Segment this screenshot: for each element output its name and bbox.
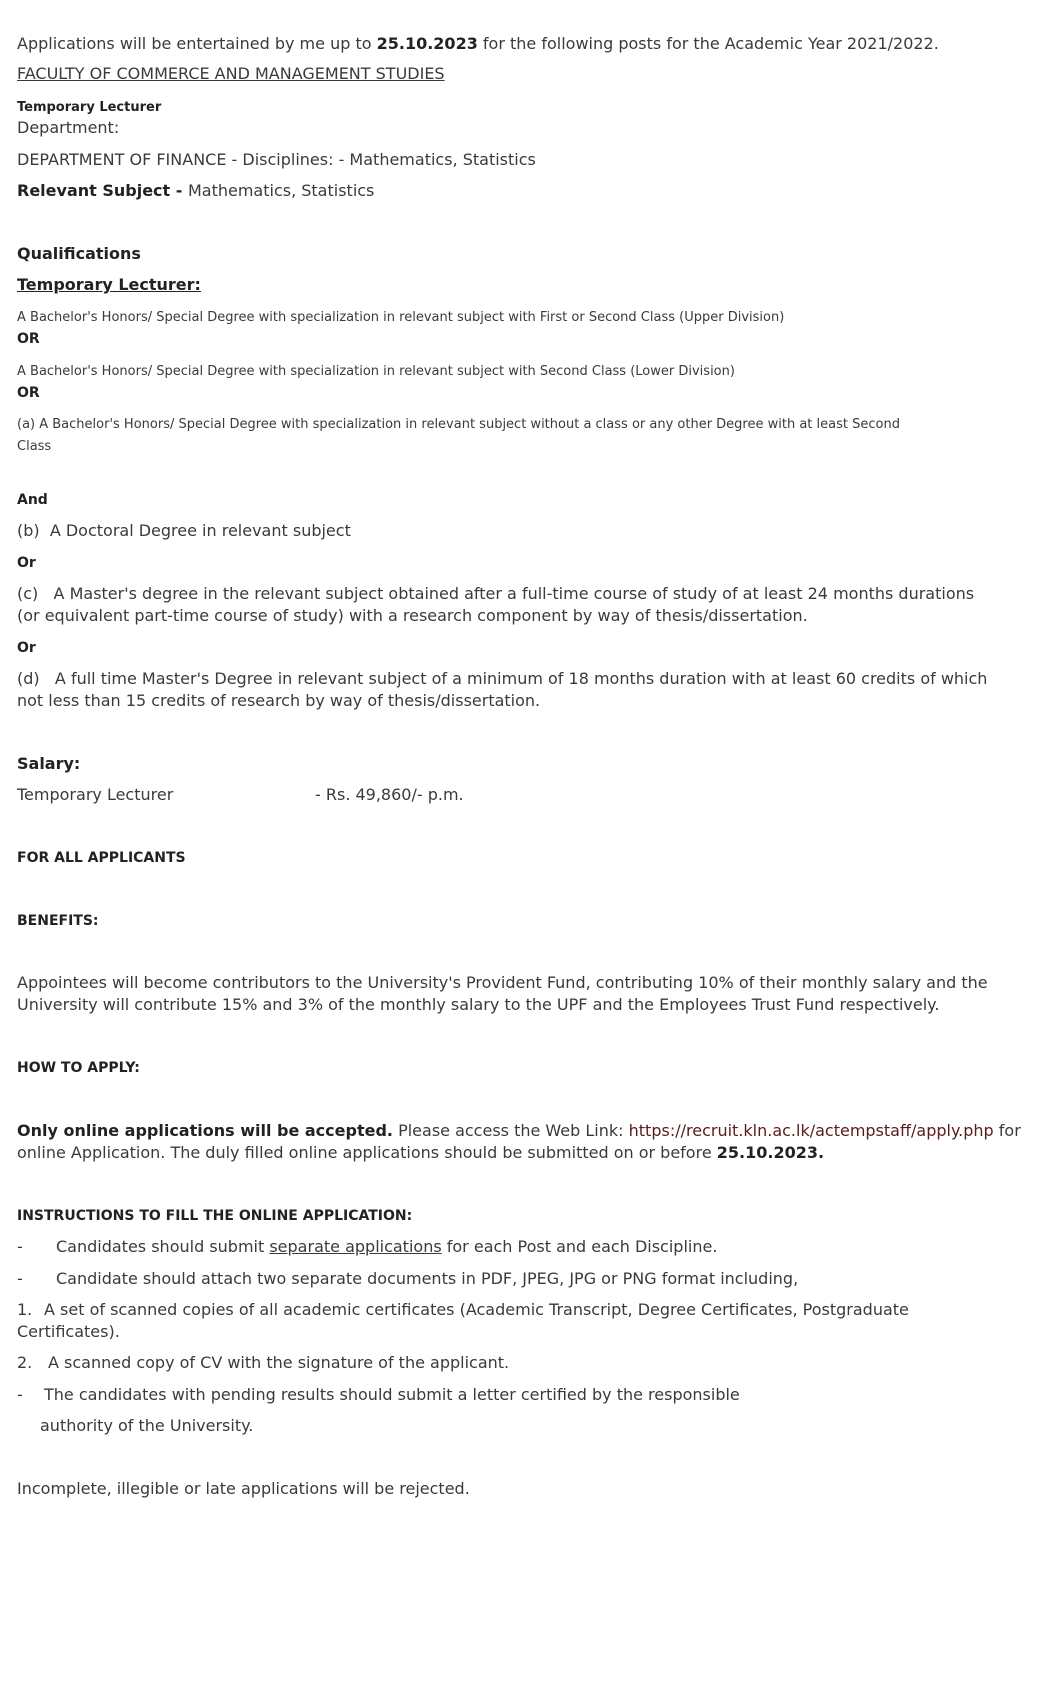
and-separator: And xyxy=(17,492,48,508)
qualification-a-line1: (a) A Bachelor's Honors/ Special Degree with specialization in relevant subject without a class or any other Degree with at least Second xyxy=(17,417,900,432)
instruction-1-pre: Candidates should submit xyxy=(56,1237,270,1256)
numbered-item-2-marker: 2. xyxy=(17,1353,33,1372)
instruction-dash-3: - xyxy=(17,1385,23,1404)
benefits-line1: Appointees will become contributors to the University's Provident Fund, contributing 10% of their monthly salary and the xyxy=(17,973,988,992)
qualification-c-marker: (c) xyxy=(17,584,39,603)
qualification-a-line2: Class xyxy=(17,439,52,454)
for-all-applicants-heading: FOR ALL APPLICANTS xyxy=(17,850,186,866)
instruction-2: Candidate should attach two separate documents in PDF, JPEG, JPG or PNG format including, xyxy=(56,1269,799,1288)
intro-text-end: for the following posts for the Academic Year 2021/2022. xyxy=(477,34,939,53)
qualification-2: A Bachelor's Honors/ Special Degree with specialization in relevant subject with Second Class (Lower Division) xyxy=(17,364,735,379)
qualification-d-line2: not less than 15 credits of research by way of thesis/dissertation. xyxy=(17,691,541,710)
qualification-c-line2: (or equivalent part-time course of study) with a research component by way of thesis/dissertation. xyxy=(17,606,808,625)
relevant-subject xyxy=(17,179,374,203)
qualification-1: A Bachelor's Honors/ Special Degree with specialization in relevant subject with First or Second Class (Upper Division) xyxy=(17,310,785,325)
how-to-apply-heading: HOW TO APPLY: xyxy=(17,1060,140,1076)
instruction-1 xyxy=(56,1235,717,1259)
benefits-line2: University will contribute 15% and 3% of the monthly salary to the UPF and the Employees Trust Fund respectively. xyxy=(17,995,940,1014)
numbered-item-1-line1: A set of scanned copies of all academic certificates (Academic Transcript, Degree Certificates, Postgraduate xyxy=(44,1300,909,1319)
instruction-3-line2: authority of the University. xyxy=(40,1416,254,1435)
salary-amount: - Rs. 49,860/- p.m. xyxy=(315,785,464,804)
department-line: DEPARTMENT OF FINANCE - Disciplines: - Mathematics, Statistics xyxy=(17,150,536,169)
numbered-item-1-line2: Certificates). xyxy=(17,1322,120,1341)
closing-note: Incomplete, illegible or late applications will be rejected. xyxy=(17,1479,470,1498)
instruction-3-line1: The candidates with pending results should submit a letter certified by the responsible xyxy=(44,1385,740,1404)
salary-post: Temporary Lecturer xyxy=(17,785,174,804)
online-only-notice: Only online applications will be accepted. xyxy=(17,1121,393,1140)
qualification-c-line1 xyxy=(17,582,974,606)
submission-text: online Application. The duly filled online applications should be submitted on or before xyxy=(17,1143,717,1162)
instruction-dash-2: - xyxy=(17,1269,23,1288)
separate-applications-emphasis: separate applications xyxy=(269,1237,442,1256)
qualification-d-text: A full time Master's Degree in relevant subject of a minimum of 18 months duration with at least 60 credits of which xyxy=(54,669,988,688)
or-separator-3: Or xyxy=(17,555,36,571)
or-separator-2: OR xyxy=(17,385,40,401)
closing-date: 25.10.2023 xyxy=(376,34,478,53)
instructions-heading: INSTRUCTIONS TO FILL THE ONLINE APPLICATION: xyxy=(17,1208,413,1224)
submission-deadline: 25.10.2023. xyxy=(716,1143,825,1162)
salary-heading: Salary: xyxy=(17,754,81,773)
relevant-subject-value: Mathematics, Statistics xyxy=(187,181,375,200)
qualifications-subheading: Temporary Lecturer: xyxy=(17,275,201,294)
web-link-intro: Please access the Web Link: xyxy=(392,1121,629,1140)
qualification-d-line1 xyxy=(17,667,987,691)
post-title: Temporary Lecturer xyxy=(17,100,162,115)
numbered-item-1-marker: 1. xyxy=(17,1300,33,1319)
qualification-b-marker: (b) xyxy=(17,521,40,540)
benefits-heading: BENEFITS: xyxy=(17,913,99,929)
instruction-dash-1: - xyxy=(17,1237,23,1256)
how-to-apply-line1 xyxy=(17,1119,1021,1143)
qualification-d-marker: (d) xyxy=(17,669,40,688)
web-link-outro: for xyxy=(993,1121,1021,1140)
intro-text: Applications will be entertained by me up to xyxy=(17,34,377,53)
instruction-1-post: for each Post and each Discipline. xyxy=(441,1237,718,1256)
how-to-apply-line2 xyxy=(17,1141,824,1165)
qualification-b-text: A Doctoral Degree in relevant subject xyxy=(49,521,351,540)
or-separator-4: Or xyxy=(17,640,36,656)
numbered-item-2: A scanned copy of CV with the signature of the applicant. xyxy=(48,1353,510,1372)
qualification-b xyxy=(17,519,351,543)
department-label: Department: xyxy=(17,118,120,137)
or-separator-1: OR xyxy=(17,331,40,347)
qualifications-heading: Qualifications xyxy=(17,244,141,263)
faculty-heading: FACULTY OF COMMERCE AND MANAGEMENT STUDIES xyxy=(17,64,445,83)
relevant-subject-label: Relevant Subject - xyxy=(17,181,188,200)
qualification-c-text: A Master's degree in the relevant subject obtained after a full-time course of study of at least 24 months durations xyxy=(53,584,975,603)
application-web-link[interactable]: https://recruit.kln.ac.lk/actempstaff/apply.php xyxy=(628,1121,994,1140)
intro-paragraph xyxy=(17,32,939,56)
